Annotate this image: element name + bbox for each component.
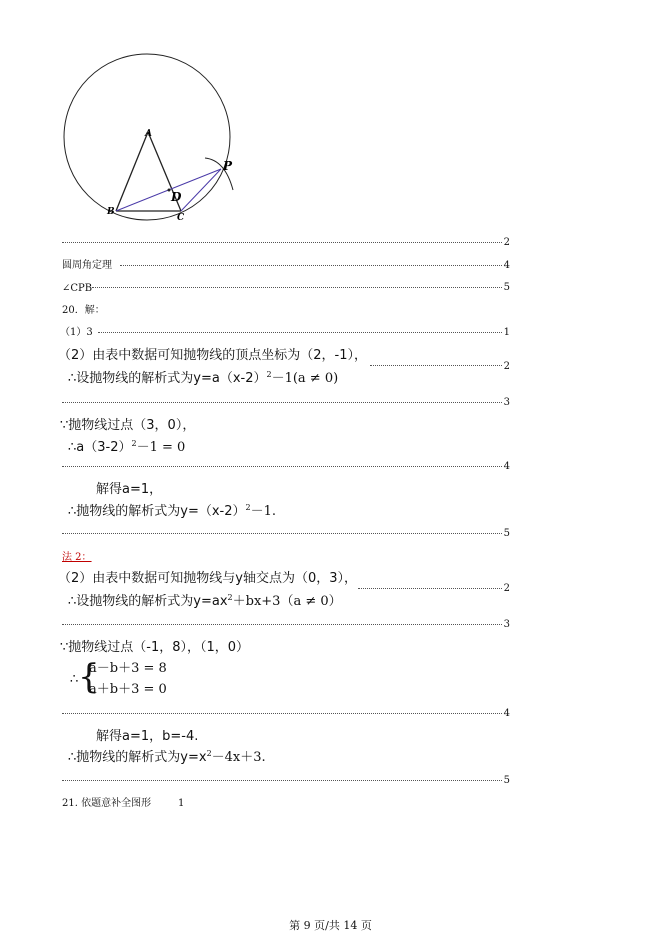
dot-leader [62,780,502,781]
part-2-equation: $\therefore a(3-2)^2-1 = 0$ [68,439,186,455]
method-2-result: ∴抛物线的解析式为$y=x^2-4x+3$. [68,749,266,765]
method-2-pass: ∵抛物线过点（-1，8），（1，0） [60,640,250,655]
method-2-solve: 解得a=1，b=-4. [96,729,199,744]
label-p: P [223,159,233,173]
score: 5 [503,528,510,539]
dot-leader [358,588,502,589]
score: 5 [503,775,510,786]
score: 1 [503,327,510,338]
therefore-symbol: ∴ [70,672,79,687]
score: 3 [503,397,510,408]
dot-leader [62,402,502,403]
score: 4 [503,260,510,271]
system-brace: { [78,657,100,697]
dot-leader [98,332,502,333]
segment-ab [116,132,148,211]
dot-leader [62,533,502,534]
part-2-setup: ∴设抛物线的解析式为$y=a(x-2)^2-1(a \ne 0)$ [68,370,339,386]
part-2-pass: ∵抛物线过点（3，0）， [60,418,196,433]
angle-text: ∠CPB [62,283,93,294]
method-2-heading: 法 2： [62,552,92,563]
system-equation-1: a－b＋3 = 8 [89,661,167,676]
system-equation-2: a＋b＋3 = 0 [89,682,167,697]
score: 4 [503,708,510,719]
label-c: C [177,213,185,223]
part-2-text: （2）由表中数据可知抛物线的顶点坐标为（2，-1）， [58,348,368,363]
dot-leader [92,287,502,288]
question-21: 21. 依题意补全图形 [62,798,152,809]
dot-leader [120,265,502,266]
page-footer: 第 9 页/共 14 页 [289,919,372,932]
dot-leader [62,466,502,467]
dot-leader [62,242,502,243]
reason-text: 圆周角定理 [62,260,112,271]
question-20: 20．解： [62,305,105,316]
part-2-solve: 解得a=1， [96,482,163,497]
score: 2 [503,237,510,248]
score: 2 [503,583,510,594]
score: 5 [503,282,510,293]
segment-cp [181,169,221,211]
geometry-figure [55,50,245,230]
dot-leader [62,624,502,625]
part-1: （1）3 [60,327,93,338]
score: 2 [503,361,510,372]
label-d: D [171,190,182,204]
method-2-setup: ∴设抛物线的解析式为$y=ax^2+bx+3(a \ne 0)$ [68,593,342,609]
score: 3 [503,619,510,630]
label-b: B [107,207,115,217]
dot-leader [62,713,502,714]
question-21-score: 1 [178,798,185,809]
dot-leader [370,365,502,366]
label-a: A [145,129,152,139]
method-2-text: （2）由表中数据可知抛物线与y轴交点为（0，3）， [58,571,358,586]
part-2-result: ∴抛物线的解析式为$y=(x-2)^2-1$. [68,503,277,519]
score: 4 [503,461,510,472]
